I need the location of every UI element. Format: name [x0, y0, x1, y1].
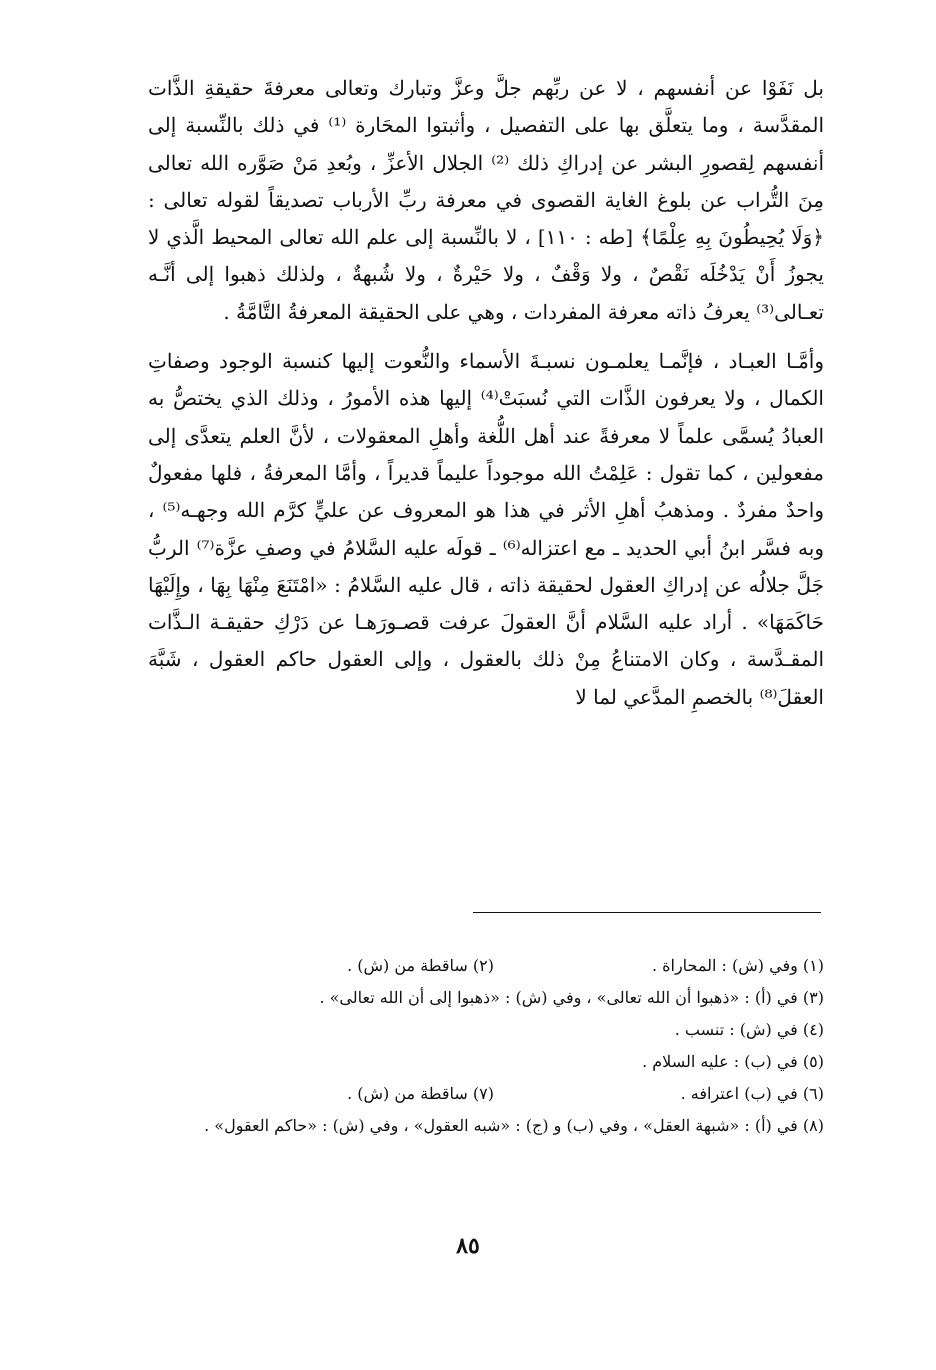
footnotes: [140, 950, 824, 1142]
footnote-row: [140, 1078, 824, 1110]
footnote: (٢) ساقطة من (ش) .: [347, 956, 494, 975]
footnote: (٥) في (ب) : عليه السلام .: [642, 1052, 824, 1071]
footnote: (٧) ساقطة من (ش) .: [347, 1084, 494, 1103]
footnote-separator: [473, 912, 821, 913]
paragraph: وأمَّـا العبـاد ، فإنَّمـا يعلمـون نسبـةَ الأسماء والنُّعوت إليها كنسبة الوجود وصفاتِ الكمال ، ولا يعرفون الذَّات التي نُسبَتْ⁽⁴⁾ إليها هذه الأمورُ ، وذلك الذي يختصُّ به العبادُ يُسمَّى علماً لا معرفةً عند أهل اللُّغة وأهلِ المعقولات ، لأنَّ العلم يتعدَّى إلى مفعولين ، كما تقول : عَلِمْتُ الله موجوداً عليماً قديراً ، وأمَّا المعرفةُ ، فلها مفعولٌ واحدٌ مفردٌ . ومذهبُ أهلِ الأثر في هذا هو المعروف عن عليٍّ كرَّم الله وجهـه⁽⁵⁾ ، وبه فسَّر ابنُ أبي الحديد ـ مع اعتزاله⁽⁶⁾ ـ قولَه عليه السَّلامُ في وصفِ عزَّة⁽⁷⁾ الربُّ جَلَّ جلالُه عن إدراكِ العقول لحقيقة ذاته ، قال عليه السَّلامُ : «امْتَنَعَ مِنْهَا بِهَا ، وإِلَيْهَا حَاكَمَهَا» . أراد عليه السَّلام أنَّ العقولَ عرفت قصـورَهـا عن دَرْكِ حقيقـة الـذَّات المقـدَّسة ، وكان الامتناعُ مِنْ ذلك بالعقول ، وإلى العقول حاكم العقول ، شَبَّهَ العقلَ⁽⁸⁾ بالخصمِ المدَّعي لما لا: [148, 349, 824, 709]
main-text: [148, 70, 824, 716]
footnote: (٦) في (ب) اعترافه .: [680, 1084, 824, 1103]
footnote: (١) وفي (ش) : المحاراة .: [651, 956, 824, 975]
page-number: ٨٥: [456, 1233, 480, 1259]
footnote: (٤) في (ش) : تنسب .: [674, 1020, 824, 1039]
paragraph: بل نَفَوْا عن أنفسهم ، لا عن ربِّهم جلَّ وعزَّ وتبارك وتعالى معرفةَ حقيقةِ الذَّات المقدَّسة ، وما يتعلَّق بها على التفصيل ، وأثبتوا المحَارة ⁽¹⁾ في ذلك بالنِّسبة إلى أنفسهم لِقصورِ البشر عن إدراكِ ذلك ⁽²⁾ الجلال الأعزِّ ، وبُعدِ مَنْ صَوَّره الله تعالى مِنَ التُّراب عن بلوغ الغاية القصوى في معرفة ربِّ الأرباب تصديقاً لقوله تعالى : ﴿وَلَا يُحِيطُونَ بِهِ عِلْمًا﴾ [طه : ١١٠] ، لا بالنِّسبة إلى علم الله تعالى المحيط الَّذي لا يجوزُ أَنْ يَدْخُلَه نَقْصٌ ، ولا وَقْفٌ ، ولا حَيْرةٌ ، ولا شُبهةٌ ، ولذلك ذهبوا إلى أنَّـه تعـالى⁽³⁾ يعرفُ ذاته معرفة المفردات ، وهي على الحقيقة المعرفةُ التَّامَّةُ .: [148, 76, 825, 324]
footnote-row: [140, 950, 824, 982]
footnote: (٣) في (أ) : «ذهبوا أن الله تعالى» ، وفي (ش) : «ذهبوا إلى أن الله تعالى» .: [319, 988, 824, 1007]
footnote: (٨) في (أ) : «شبهة العقل» ، وفي (ب) و (ج) : «شبه العقول» ، وفي (ش) : «حاكم العقول» .: [204, 1116, 824, 1135]
